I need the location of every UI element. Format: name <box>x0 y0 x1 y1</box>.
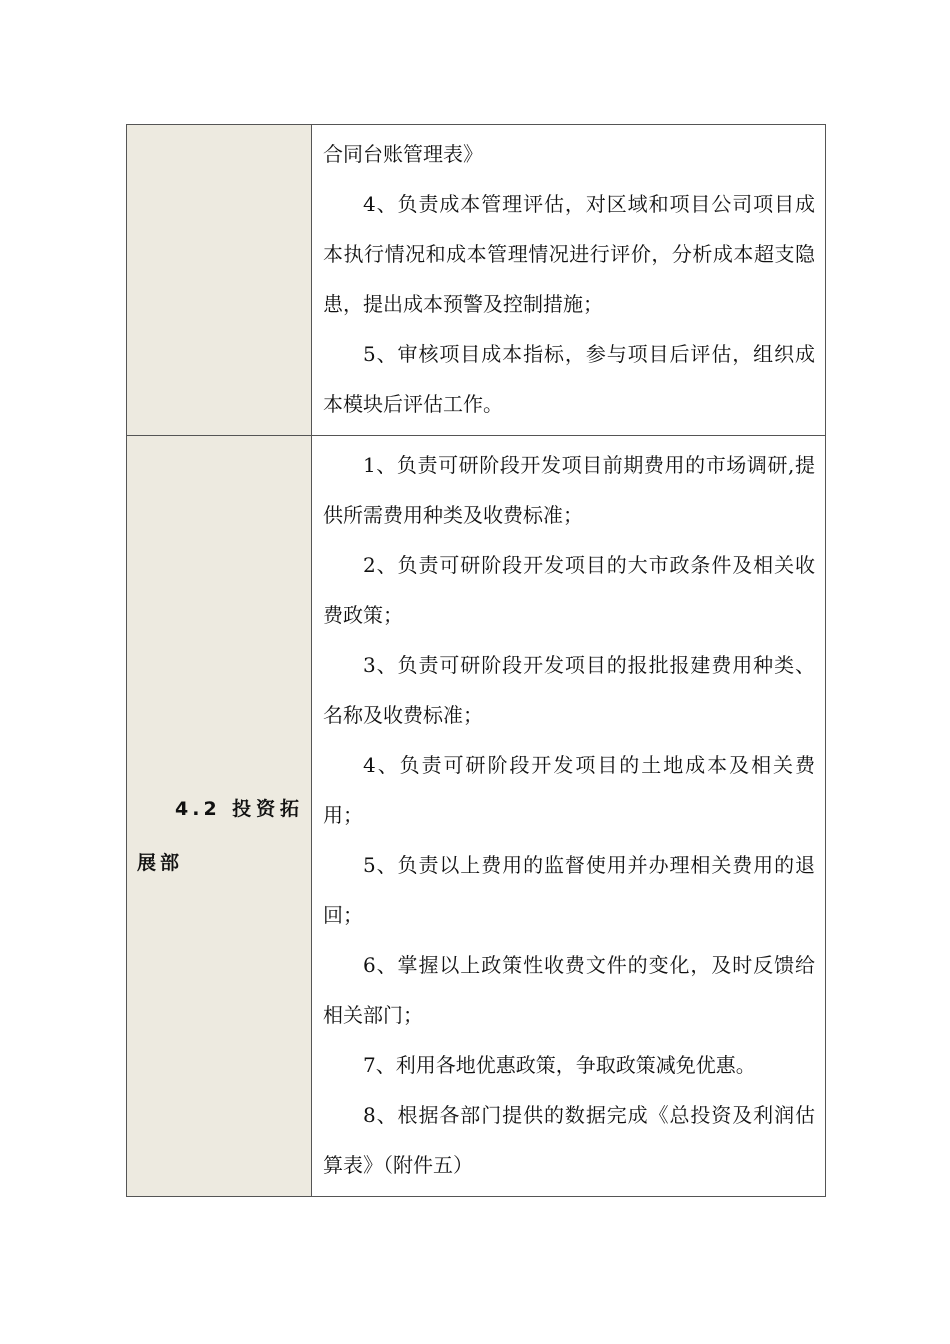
duty-paragraph: 6、掌握以上政策性收费文件的变化，及时反馈给相关部门； <box>323 953 815 1027</box>
duty-paragraph: 5、负责以上费用的监督使用并办理相关费用的退回； <box>323 853 815 927</box>
duty-paragraph: 合同台账管理表》 <box>323 142 483 166</box>
duty-paragraph: 5、审核项目成本指标，参与项目后评估，组织成本模块后评估工作。 <box>323 342 815 416</box>
duty-paragraph: 1、负责可研阶段开发项目前期费用的市场调研,提供所需费用种类及收费标准； <box>323 453 815 527</box>
duties-text <box>312 436 825 1196</box>
table-row <box>127 125 826 436</box>
department-cell <box>127 436 312 1197</box>
duty-paragraph: 2、负责可研阶段开发项目的大市政条件及相关收费政策； <box>323 553 815 627</box>
duty-paragraph: 4、负责可研阶段开发项目的土地成本及相关费用； <box>323 753 815 827</box>
duty-paragraph: 8、根据各部门提供的数据完成《总投资及利润估算表》（附件五） <box>323 1103 815 1177</box>
responsibility-table <box>126 124 826 1197</box>
duties-text <box>312 125 825 435</box>
department-cell <box>127 125 312 436</box>
duties-cell <box>312 436 826 1197</box>
department-label: 4.2 投资拓展部 <box>137 798 303 874</box>
duty-paragraph: 4、负责成本管理评估，对区域和项目公司项目成本执行情况和成本管理情况进行评价，分析成本超支隐患，提出成本预警及控制措施； <box>323 192 815 316</box>
duties-cell <box>312 125 826 436</box>
table-row <box>127 436 826 1197</box>
duty-paragraph: 3、负责可研阶段开发项目的报批报建费用种类、名称及收费标准； <box>323 653 815 727</box>
duty-paragraph: 7、利用各地优惠政策，争取政策减免优惠。 <box>363 1053 756 1077</box>
